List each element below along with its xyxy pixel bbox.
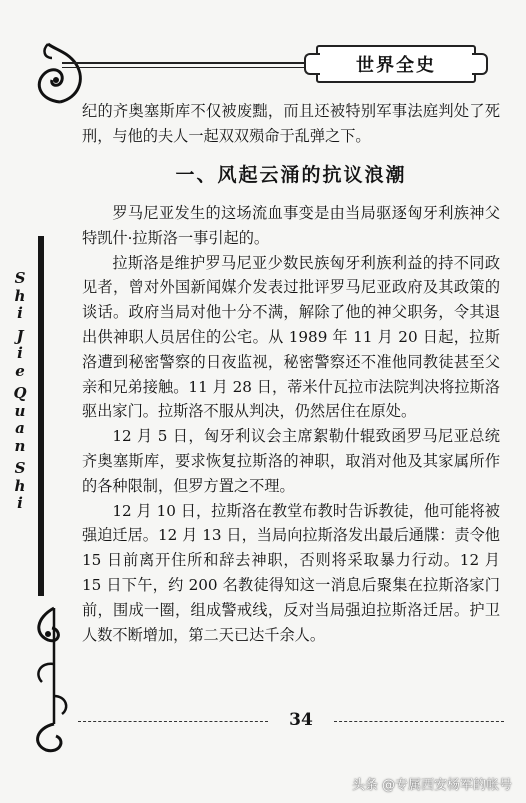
banner-title: 世界全史: [356, 55, 436, 76]
watermark: 头条 @专属西安杨军的帐号: [351, 778, 512, 793]
footer-rule-right: [334, 721, 504, 722]
vine-ornament-icon: [26, 604, 74, 754]
side-tab-letter: S: [14, 269, 26, 287]
side-tab-letter: J: [16, 326, 24, 345]
side-divider: [38, 236, 44, 596]
side-tab-letter: i: [17, 494, 23, 512]
side-tab-letter: h: [14, 476, 26, 495]
paragraph-4: 12 月 10 日，拉斯洛在教堂布教时告诉教徒，他可能将被强迫迁居。12 月 13 日，当局向拉斯洛发出最后通牒：责令他 15 日前离开住所和辞去神职，否则将采取暴力行动。12 月 15 日下午，约 200 名教徒得知这一消息后聚集在拉斯洛家门前，围成一圈，组成警戒线，反对当局强迫拉斯洛迁居。护卫人数不断增加，第二天已达千余人。: [82, 501, 500, 644]
page-number: 34: [289, 710, 313, 730]
side-tab-letter: Q: [13, 384, 27, 402]
continuation-paragraph: 纪的齐奥塞斯库不仅被废黜，而且还被特别军事法庭判处了死刑，与他的夫人一起双双殒命于乱弹之下。: [82, 102, 500, 145]
paragraph-3: 12 月 5 日，匈牙利议会主席絮勒什辊致函罗马尼亚总统齐奥塞斯库，要求恢复拉斯洛的神职，取消对他及其家属所作的各种限制，但罗方置之不理。: [82, 427, 500, 495]
side-tab-letter: h: [14, 286, 26, 305]
side-tab-letter: i: [17, 304, 23, 322]
side-tab-letter: a: [15, 419, 25, 437]
header-banner: [316, 45, 476, 83]
paragraph-2: 拉斯洛是维护罗马尼亚少数民族匈牙利族利益的持不同政见者，曾对外国新闻媒介发表过批评罗马尼亚政府及其政策的谈话。政府当局对他十分不满，解除了他的神父职务，令其退出供神职人员居住的公宅。从 1989 年 11 月 20 日起，拉斯洛遭到秘密警察的日夜监视，秘密警察还不准他同教徒甚至父亲和兄弟接触。11 月 28 日，蒂米什瓦拉市法院判决将拉斯洛驱出家门。拉斯洛不服从判决，仍然居住在原处。: [82, 253, 500, 421]
side-tab-letter: u: [14, 401, 26, 420]
paragraph-1: 罗马尼亚发生的这场流血事变是由当局驱逐匈牙利族神父特凯什·拉斯洛一事引起的。: [82, 204, 500, 247]
body-text: [82, 201, 500, 647]
side-tab: [8, 270, 32, 534]
side-tab-letter: n: [14, 436, 26, 455]
side-tab-letter: e: [15, 361, 25, 380]
side-tab-letter: S: [14, 459, 26, 477]
side-tab-letter: i: [17, 344, 23, 362]
scroll-ornament-icon: [30, 40, 90, 106]
section-heading: 一、风起云涌的抗议浪潮: [175, 164, 407, 186]
footer-rule-left: [78, 721, 268, 722]
continuation-text: [82, 99, 500, 149]
